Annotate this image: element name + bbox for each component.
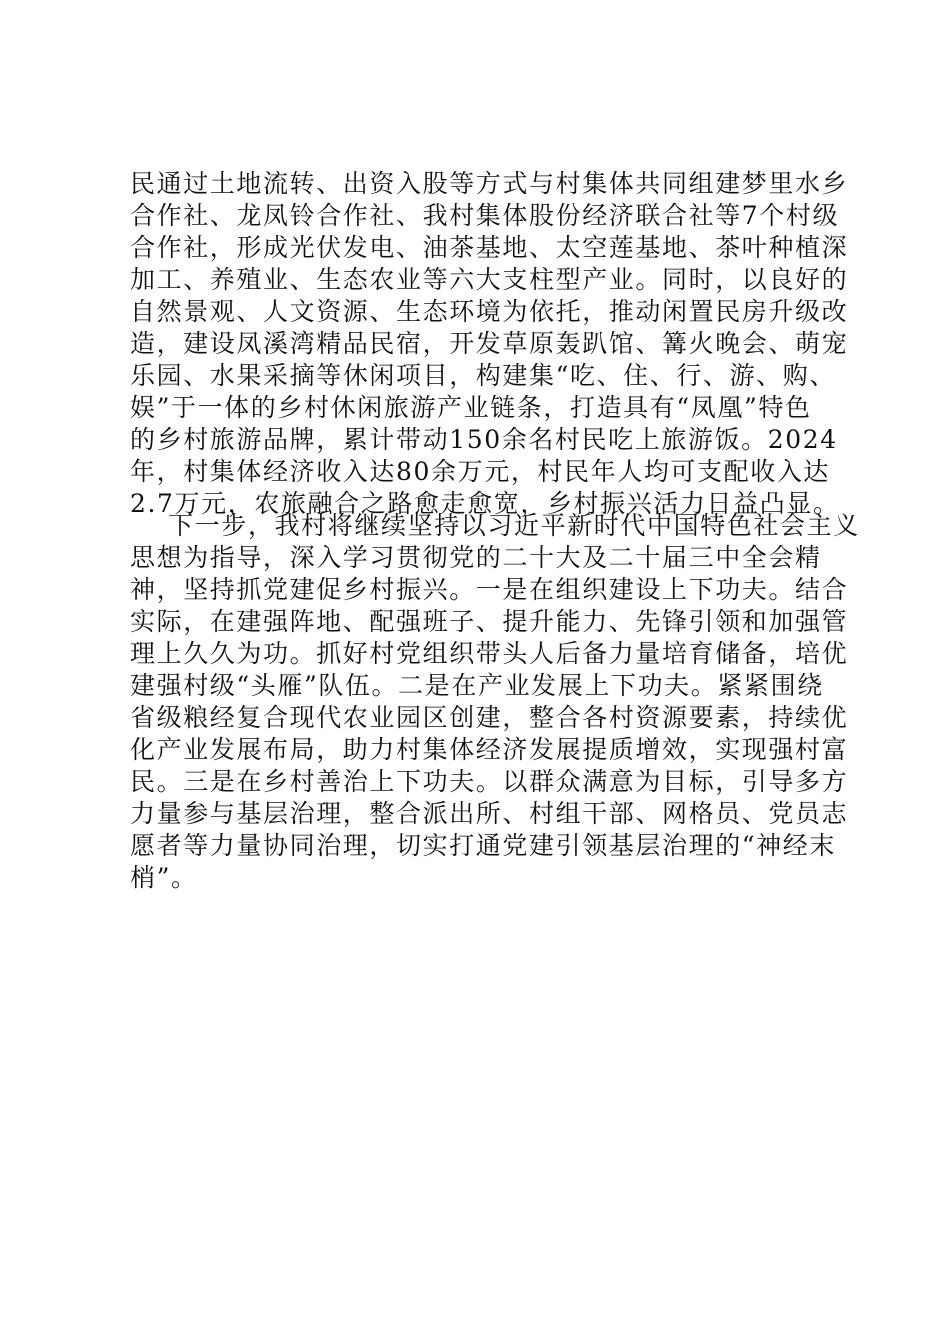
- paragraph-line: 理上久久为功。抓好村党组织带头人后备力量培育储备，培优: [130, 639, 849, 668]
- paragraph-line: 思想为指导，深入学习贯彻党的二十大及二十届三中全会精: [130, 543, 822, 572]
- paragraph-line: 梢”。: [130, 863, 198, 892]
- paragraph-line: 乐园、水果采摘等休闲项目，构建集“吃、住、行、游、购、: [130, 361, 836, 390]
- paragraph-line: 2.7万元，农旅融合之路愈走愈宽，乡村振兴活力日益凸显。: [130, 489, 840, 518]
- paragraph-1: [130, 168, 849, 520]
- paragraph-line: 民通过土地流转、出资入股等方式与村集体共同组建梦里水乡: [130, 169, 849, 198]
- paragraph-line: 愿者等力量协同治理，切实打通党建引领基层治理的“神经末: [130, 831, 836, 860]
- paragraph-2: [130, 510, 860, 894]
- paragraph-line: 年，村集体经济收入达80余万元，村民年人均可支配收入达: [130, 457, 831, 486]
- paragraph-line: 神，坚持抓党建促乡村振兴。一是在组织建设上下功夫。结合: [130, 575, 849, 604]
- paragraph-line: 实际，在建强阵地、配强班子、提升能力、先锋引领和加强管: [130, 607, 849, 636]
- paragraph-line: 的乡村旅游品牌，累计带动150余名村民吃上旅游饭。2024: [130, 425, 838, 454]
- paragraph-line: 下一步，我村将继续坚持以习近平新时代中国特色社会主义: [130, 511, 860, 540]
- paragraph-line: 娱”于一体的乡村休闲旅游产业链条，打造具有“凤凰”特色: [130, 393, 812, 422]
- paragraph-line: 建强村级“头雁”队伍。二是在产业发展上下功夫。紧紧围绕: [130, 671, 824, 700]
- paragraph-line: 合作社、龙凤铃合作社、我村集体股份经济联合社等7个村级: [130, 201, 840, 230]
- paragraph-line: 力量参与基层治理，整合派出所、村组干部、网格员、党员志: [130, 799, 849, 828]
- paragraph-line: 省级粮经复合现代农业园区创建，整合各村资源要素，持续优: [130, 703, 849, 732]
- paragraph-line: 合作社，形成光伏发电、油茶基地、太空莲基地、茶叶种植深: [130, 233, 849, 262]
- paragraph-line: 民。三是在乡村善治上下功夫。以群众满意为目标，引导多方: [130, 767, 849, 796]
- paragraph-line: 化产业发展布局，助力村集体经济发展提质增效，实现强村富: [130, 735, 849, 764]
- paragraph-line: 自然景观、人文资源、生态环境为依托，推动闲置民房升级改: [130, 297, 849, 326]
- paragraph-line: 加工、养殖业、生态农业等六大支柱型产业。同时，以良好的: [130, 265, 849, 294]
- paragraph-line: 造，建设凤溪湾精品民宿，开发草原轰趴馆、篝火晚会、萌宠: [130, 329, 849, 358]
